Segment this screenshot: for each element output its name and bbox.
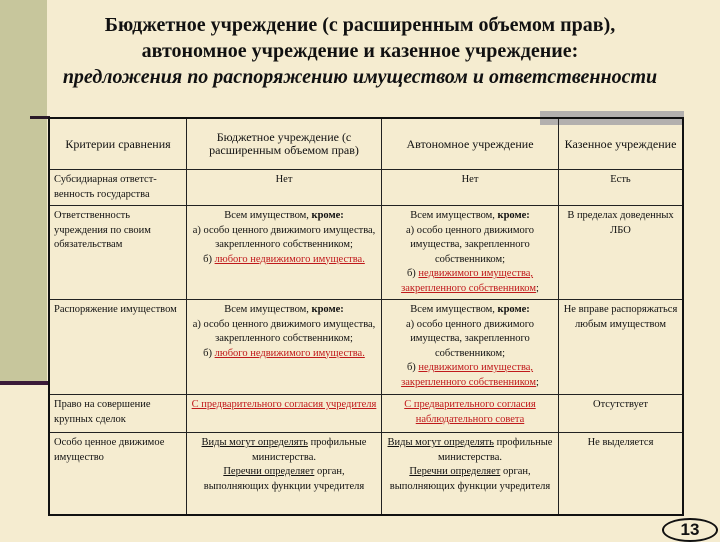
cell-text: недвижимого имущества, закрепленного собственником xyxy=(401,268,536,294)
divider xyxy=(30,116,50,119)
cell-text: С предварительного согласия наблюдательного совета xyxy=(404,399,536,425)
table-cell xyxy=(382,395,559,433)
cell-text: любого недвижимого имущества. xyxy=(214,253,365,265)
cell-text: орган, выполняющих функции учредителя xyxy=(389,466,551,492)
table-cell xyxy=(382,170,559,206)
table-row xyxy=(49,170,683,206)
cell-text: Нет xyxy=(275,174,293,185)
cell-text: кроме: xyxy=(497,304,530,315)
table-cell xyxy=(187,170,382,206)
cell-text: Виды могут определять xyxy=(387,437,494,448)
cell-text: Нет xyxy=(461,174,479,185)
cell-text: Перечни определяет xyxy=(409,466,501,477)
cell-text: ; xyxy=(536,282,539,294)
cell-text: а) особо ценного движимого имущества, закрепленного собственником; xyxy=(405,318,535,359)
column-header: Критерии сравнения xyxy=(49,118,187,170)
table-cell xyxy=(559,170,684,206)
header-row xyxy=(49,118,683,170)
cell-text: Ответственность учреждения по своим обязательствам xyxy=(54,210,151,250)
cell-text: б) xyxy=(406,268,419,279)
cell-text: орган, выполняющих функции учредителя xyxy=(203,466,365,492)
cell-text: Есть xyxy=(610,174,631,185)
table-cell xyxy=(382,300,559,395)
cell-text: профильные министерства. xyxy=(251,437,367,463)
cell-text: кроме: xyxy=(311,304,344,315)
cell-text: Всем имуществом, xyxy=(410,210,498,221)
cell-text: Отсутствует xyxy=(593,399,648,410)
table-row xyxy=(49,395,683,433)
slide-title xyxy=(0,12,720,90)
table-cell xyxy=(187,395,382,433)
table-cell xyxy=(382,433,559,515)
cell-text: кроме: xyxy=(497,210,530,221)
cell-text: В пределах доведенных ЛБО xyxy=(567,210,674,236)
table-row xyxy=(49,300,683,395)
table-cell xyxy=(187,300,382,395)
cell-text: Субсидиарная ответст- венность государства xyxy=(54,174,157,200)
cell-text: кроме: xyxy=(311,210,344,221)
divider xyxy=(0,381,48,385)
table-cell xyxy=(187,433,382,515)
table-cell xyxy=(559,206,684,300)
cell-text: Всем имуществом, xyxy=(224,304,312,315)
title-line-1: Бюджетное учреждение (с расширенным объемом прав), xyxy=(104,14,616,36)
cell-text: а) особо ценного движимого имущества, закрепленного собственником; xyxy=(192,224,376,250)
title-line-2: автономное учреждение и казенное учреждение: xyxy=(141,40,579,62)
cell-text: С предварительного согласия учредителя xyxy=(191,399,377,410)
cell-text: любого недвижимого имущества. xyxy=(214,347,365,359)
cell-text: недвижимого имущества, закрепленного собственником xyxy=(401,362,536,388)
cell-text: б) xyxy=(203,253,215,265)
column-header: Автономное учреждение xyxy=(382,118,559,170)
cell-text: Особо ценное движимое имущество xyxy=(54,437,165,463)
cell-text: профильные министерства. xyxy=(437,437,553,463)
cell-text: ; xyxy=(536,376,539,388)
table-cell xyxy=(49,433,187,515)
table-cell xyxy=(559,395,684,433)
comparison-table xyxy=(48,117,684,516)
table-row xyxy=(49,206,683,300)
column-header: Бюджетное учреждение (с расширенным объемом прав) xyxy=(187,118,382,170)
table-cell xyxy=(49,300,187,395)
table-cell xyxy=(49,395,187,433)
cell-text: б) xyxy=(203,347,215,359)
title-line-3: предложения по распоряжению имуществом и ответственности xyxy=(62,66,658,88)
cell-text: Перечни определяет xyxy=(223,466,315,477)
cell-text: б) xyxy=(406,362,419,373)
column-header: Казенное учреждение xyxy=(559,118,684,170)
cell-text: Всем имуществом, xyxy=(410,304,498,315)
cell-text: Виды могут определять xyxy=(201,437,308,448)
cell-text: а) особо ценного движимого имущества, закрепленного собственником; xyxy=(405,224,535,265)
table-row xyxy=(49,433,683,515)
cell-text: а) особо ценного движимого имущества, закрепленного собственником; xyxy=(192,318,376,344)
cell-text: Право на совершение крупных сделок xyxy=(54,399,151,425)
table-cell xyxy=(187,206,382,300)
table-cell xyxy=(49,206,187,300)
table-cell xyxy=(559,300,684,395)
page-number: 13 xyxy=(662,518,718,542)
table-cell xyxy=(49,170,187,206)
table-cell xyxy=(382,206,559,300)
cell-text: Не выделяется xyxy=(587,437,654,448)
cell-text: Распоряжение имуществом xyxy=(54,304,177,315)
cell-text: Всем имуществом, xyxy=(224,210,312,221)
cell-text: Не вправе распоряжаться любым имуществом xyxy=(563,304,678,330)
table-cell xyxy=(559,433,684,515)
